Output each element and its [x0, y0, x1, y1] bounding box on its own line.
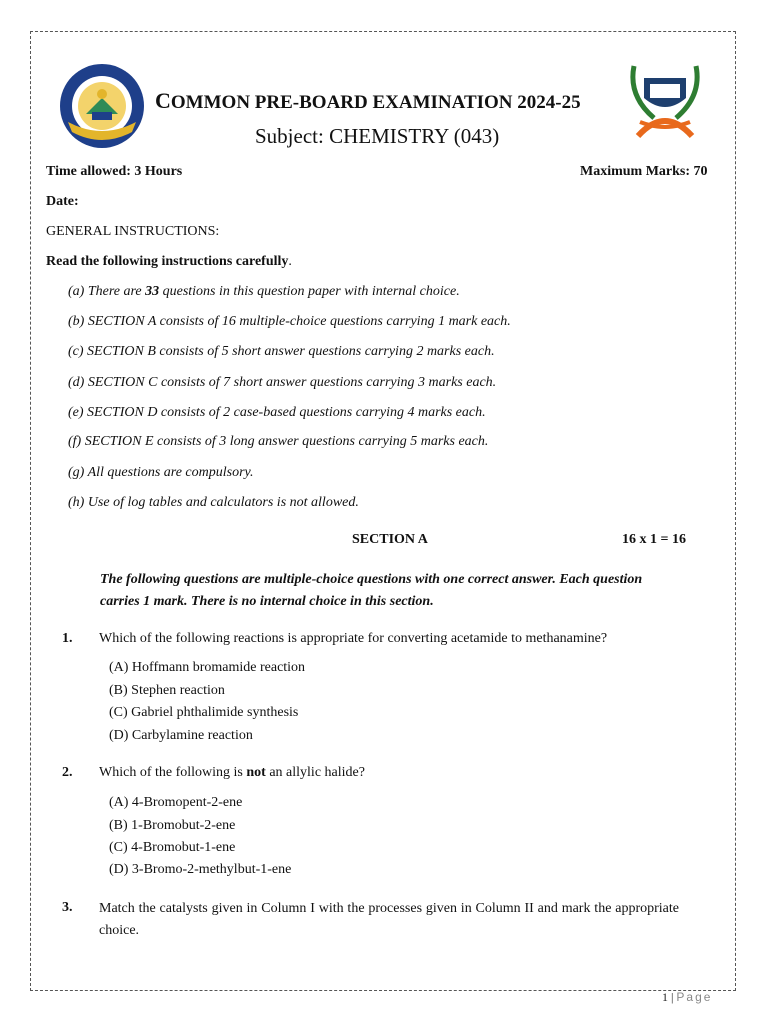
board-of-directors-logo [624, 56, 706, 140]
section-a-note: The following questions are multiple-choice questions with one correct answer. Each question carries 1 mark. There is no internal choice in this section. [100, 572, 643, 609]
time-allowed: Time allowed: 3 Hours [46, 164, 183, 179]
question-number: 2. [62, 765, 73, 780]
option: (D) Carbylamine reaction [109, 728, 253, 743]
general-instructions-heading: GENERAL INSTRUCTIONS: [46, 224, 220, 239]
read-instructions-line: Read the following instructions carefully. [46, 254, 292, 269]
option: (A) Hoffmann bromamide reaction [109, 660, 306, 675]
maximum-marks: Maximum Marks: 70 [580, 164, 708, 179]
instruction-item: (f) SECTION E consists of 3 long answer questions carrying 5 marks each. [68, 434, 489, 449]
option: (A) 4-Bromopent-2-ene [109, 795, 243, 810]
section-a-heading: SECTION A [352, 532, 428, 547]
instruction-item: (e) SECTION D consists of 2 case-based questions carrying 4 marks each. [68, 405, 486, 420]
question-number: 3. [62, 900, 73, 915]
instruction-item: (d) SECTION C consists of 7 short answer questions carrying 3 marks each. [68, 375, 497, 390]
option: (B) Stephen reaction [109, 683, 225, 698]
question-text: Match the catalysts given in Column I with the processes given in Column II and mark the appropriate choice. [99, 901, 679, 938]
subject-title: Subject: CHEMISTRY (043) [255, 124, 500, 148]
question-text: Which of the following reactions is appropriate for converting acetamide to methanamine? [99, 631, 608, 646]
question-number: 1. [62, 631, 73, 646]
date-label: Date: [46, 194, 79, 209]
instruction-item: (g) All questions are compulsory. [68, 465, 254, 480]
sahodaya-logo [58, 62, 146, 150]
option: (C) 4-Bromobut-1-ene [109, 840, 236, 855]
instruction-item: (b) SECTION A consists of 16 multiple-choice questions carrying 1 mark each. [68, 314, 511, 329]
instruction-item: (c) SECTION B consists of 5 short answer questions carrying 2 marks each. [68, 344, 495, 359]
exam-title: COMMON PRE-BOARD EXAMINATION 2024-25 [155, 88, 581, 113]
page-footer: 1 | Page [662, 990, 713, 1004]
option: (D) 3-Bromo-2-methylbut-1-ene [109, 862, 292, 877]
instruction-item: (h) Use of log tables and calculators is not allowed. [68, 495, 359, 510]
question-text: Which of the following is not an allylic halide? [99, 765, 365, 780]
option: (B) 1-Bromobut-2-ene [109, 818, 236, 833]
option: (C) Gabriel phthalimide synthesis [109, 705, 299, 720]
section-a-marks: 16 x 1 = 16 [622, 532, 686, 547]
instruction-item: (a) There are 33 questions in this question paper with internal choice. [68, 284, 460, 299]
